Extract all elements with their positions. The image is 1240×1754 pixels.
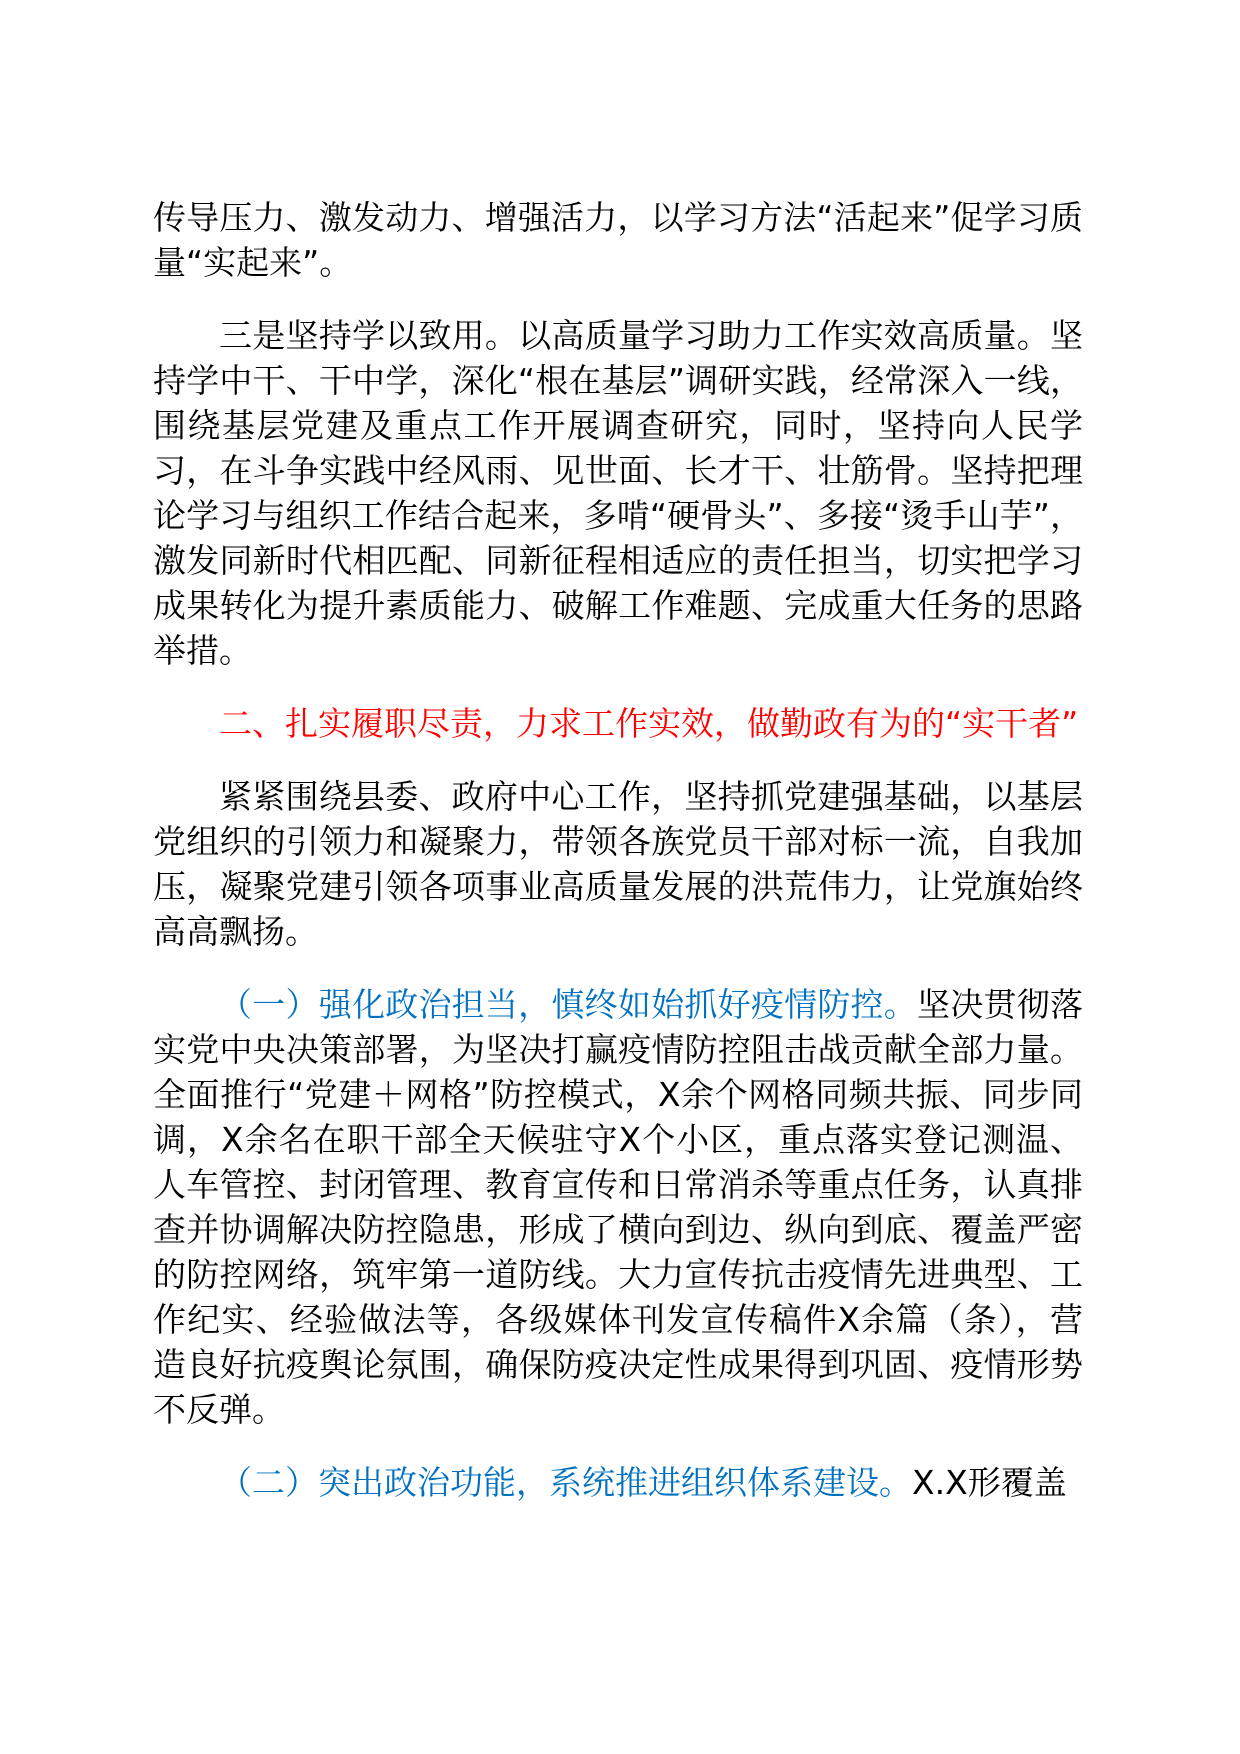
section-heading-two: 二、扎实履职尽责，力求工作实效，做勤政有为的“实干者” bbox=[219, 704, 1079, 743]
document-body bbox=[153, 195, 1083, 1533]
subsection-two-title: （二）突出政治功能，系统推进组织体系建设。 bbox=[219, 1463, 912, 1502]
paragraph-subsection-two bbox=[153, 1460, 1083, 1505]
paragraph-subsection-one bbox=[153, 982, 1083, 1432]
subsection-one-title: （一）强化政治担当，慎终如始抓好疫情防控。 bbox=[219, 985, 918, 1024]
paragraph-section-intro: 紧紧围绕县委、政府中心工作，坚持抓党建强基础，以基层党组织的引领力和凝聚力，带领各族党员干部对标一流，自我加压，凝聚党建引领各项事业高质量发展的洪荒伟力，让党旗始终高高飘扬。 bbox=[153, 777, 1083, 951]
paragraph-point-three: 三是坚持学以致用。以高质量学习助力工作实效高质量。坚持学中干、干中学，深化“根在基层”调研实践，经常深入一线，围绕基层党建及重点工作开展调查研究，同时，坚持向人民学习，在斗争实践中经风雨、见世面、长才干、壮筋骨。坚持把理论学习与组织工作结合起来，多啃“硬骨头”、多接“烫手山芋”，激发同新时代相匹配、同新征程相适应的责任担当，切实把学习成果转化为提升素质能力、破解工作难题、完成重大任务的思路举措。 bbox=[153, 316, 1083, 670]
subsection-two-body: X.X形覆盖 bbox=[912, 1463, 1067, 1502]
subsection-one-body: 坚决贯彻落实党中央决策部署，为坚决打赢疫情防控阻击战贡献全部力量。全面推行“党建＋网格”防控模式，X余个网格同频共振、同步同调，X余名在职干部全天候驻守X个小区，重点落实登记测温、人车管控、封闭管理、教育宣传和日常消杀等重点任务，认真排查并协调解决防控隐患，形成了横向到边、纵向到底、覆盖严密的防控网络，筑牢第一道防线。大力宣传抗击疫情先进典型、工作纪实、经验做法等，各级媒体刊发宣传稿件X余篇（条），营造良好抗疫舆论氛围，确保防疫决定性成果得到巩固、疫情形势不反弹。 bbox=[153, 985, 1084, 1429]
paragraph-continuation: 传导压力、激发动力、增强活力，以学习方法“活起来”促学习质量“实起来”。 bbox=[153, 198, 1083, 282]
